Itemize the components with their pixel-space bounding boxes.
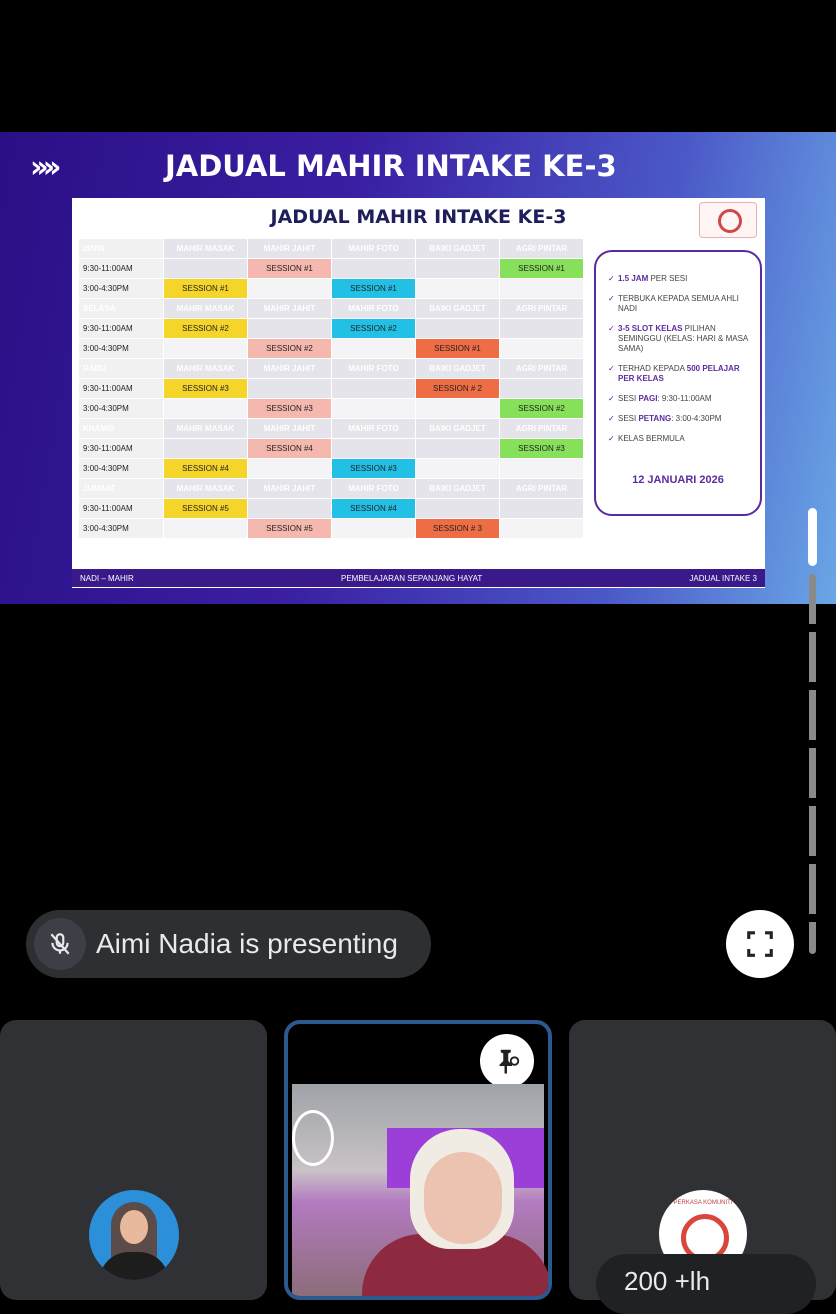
empty-cell bbox=[164, 339, 247, 358]
column-header: AGRI PINTAR bbox=[500, 419, 583, 438]
time-slot: 3:00-4:30PM bbox=[79, 399, 163, 418]
time-slot: 9:30-11:00AM bbox=[79, 319, 163, 338]
schedule-table bbox=[78, 238, 584, 539]
column-header: AGRI PINTAR bbox=[500, 359, 583, 378]
column-header: MAHIR JAHIT bbox=[248, 299, 331, 318]
empty-cell bbox=[416, 499, 499, 518]
column-header: MAHIR FOTO bbox=[332, 299, 415, 318]
shared-slide bbox=[0, 132, 836, 604]
day-header: ISNIN bbox=[79, 239, 163, 258]
sheet-title: JADUAL MAHIR INTAKE KE-3 bbox=[270, 206, 567, 228]
session-cell: SESSION # 2 bbox=[416, 379, 499, 398]
start-date: 12 JANUARI 2026 bbox=[632, 474, 724, 486]
empty-cell bbox=[416, 459, 499, 478]
info-item: ✓ SESI PETANG: 3:00-4:30PM bbox=[618, 414, 752, 424]
column-header: MAHIR MASAK bbox=[164, 359, 247, 378]
empty-cell bbox=[332, 519, 415, 538]
time-slot: 9:30-11:00AM bbox=[79, 439, 163, 458]
footer-right: JADUAL INTAKE 3 bbox=[689, 573, 757, 583]
column-header: AGRI PINTAR bbox=[500, 479, 583, 498]
session-cell: SESSION #3 bbox=[248, 399, 331, 418]
empty-cell bbox=[416, 259, 499, 278]
info-box bbox=[594, 250, 762, 516]
participant-tile-aimi[interactable] bbox=[0, 1020, 267, 1300]
column-header: AGRI PINTAR bbox=[500, 239, 583, 258]
info-item: ✓ 1.5 JAM PER SESI bbox=[618, 274, 752, 284]
empty-cell bbox=[416, 399, 499, 418]
session-cell: SESSION #1 bbox=[164, 279, 247, 298]
participant-count-chip[interactable] bbox=[596, 1254, 816, 1314]
info-item: ✓ SESI PAGI: 9:30-11:00AM bbox=[618, 394, 752, 404]
session-cell: SESSION #2 bbox=[164, 319, 247, 338]
session-cell: SESSION # 3 bbox=[416, 519, 499, 538]
empty-cell bbox=[500, 519, 583, 538]
column-header: MAHIR FOTO bbox=[332, 359, 415, 378]
time-slot: 3:00-4:30PM bbox=[79, 279, 163, 298]
time-slot: 9:30-11:00AM bbox=[79, 259, 163, 278]
empty-cell bbox=[500, 339, 583, 358]
column-header: MAHIR MASAK bbox=[164, 479, 247, 498]
info-item: ✓ TERBUKA KEPADA SEMUA AHLI NADI bbox=[618, 294, 752, 314]
avatar bbox=[89, 1190, 179, 1280]
mic-off-icon[interactable] bbox=[34, 918, 86, 970]
time-slot: 3:00-4:30PM bbox=[79, 459, 163, 478]
empty-cell bbox=[164, 399, 247, 418]
session-cell: SESSION #3 bbox=[500, 439, 583, 458]
session-cell: SESSION #4 bbox=[248, 439, 331, 458]
footer-left: NADI – MAHIR bbox=[80, 573, 134, 583]
empty-cell bbox=[500, 279, 583, 298]
empty-cell bbox=[248, 379, 331, 398]
time-slot: 9:30-11:00AM bbox=[79, 499, 163, 518]
empty-cell bbox=[416, 279, 499, 298]
participant-video bbox=[292, 1084, 544, 1300]
slide-footer bbox=[72, 569, 765, 587]
empty-cell bbox=[248, 319, 331, 338]
column-header: MAHIR FOTO bbox=[332, 419, 415, 438]
day-header: RABU bbox=[79, 359, 163, 378]
scrollbar-thumb[interactable] bbox=[808, 508, 817, 566]
empty-cell bbox=[332, 259, 415, 278]
empty-cell bbox=[248, 499, 331, 518]
column-header: MAHIR MASAK bbox=[164, 419, 247, 438]
session-cell: SESSION #3 bbox=[164, 379, 247, 398]
empty-cell bbox=[332, 399, 415, 418]
column-header: AGRI PINTAR bbox=[500, 299, 583, 318]
column-header: MAHIR JAHIT bbox=[248, 419, 331, 438]
time-slot: 3:00-4:30PM bbox=[79, 339, 163, 358]
participant-tile-video[interactable] bbox=[284, 1020, 552, 1300]
column-header: BAIKI GADJET bbox=[416, 299, 499, 318]
scrollbar-track[interactable] bbox=[809, 574, 816, 954]
column-header: MAHIR FOTO bbox=[332, 239, 415, 258]
empty-cell bbox=[500, 379, 583, 398]
session-cell: SESSION #1 bbox=[248, 259, 331, 278]
column-header: MAHIR JAHIT bbox=[248, 359, 331, 378]
session-cell: SESSION #1 bbox=[332, 279, 415, 298]
pin-icon[interactable] bbox=[480, 1034, 534, 1088]
participant-count: 200 +lh bbox=[624, 1266, 711, 1296]
fullscreen-icon[interactable] bbox=[726, 910, 794, 978]
column-header: BAIKI GADJET bbox=[416, 359, 499, 378]
session-cell: SESSION #4 bbox=[332, 499, 415, 518]
empty-cell bbox=[500, 499, 583, 518]
empty-cell bbox=[332, 339, 415, 358]
column-header: MAHIR MASAK bbox=[164, 299, 247, 318]
time-slot: 3:00-4:30PM bbox=[79, 519, 163, 538]
empty-cell bbox=[332, 439, 415, 458]
arrows-icon: ›››› bbox=[30, 150, 56, 185]
info-item: ✓ 3-5 SLOT KELAS PILIHAN SEMINGGU (KELAS: HARI & MASA SAMA) bbox=[618, 324, 752, 354]
empty-cell bbox=[500, 319, 583, 338]
schedule-sheet bbox=[72, 198, 765, 588]
column-header: MAHIR JAHIT bbox=[248, 479, 331, 498]
footer-center: PEMBELAJARAN SEPANJANG HAYAT bbox=[341, 573, 483, 583]
empty-cell bbox=[500, 459, 583, 478]
empty-cell bbox=[416, 439, 499, 458]
slide-banner-title: JADUAL MAHIR INTAKE KE-3 bbox=[165, 149, 617, 183]
day-header: JUMAAT bbox=[79, 479, 163, 498]
empty-cell bbox=[164, 259, 247, 278]
presenting-label: Aimi Nadia is presenting bbox=[96, 928, 398, 959]
ring-light bbox=[292, 1110, 334, 1166]
session-cell: SESSION #2 bbox=[248, 339, 331, 358]
session-cell: SESSION #4 bbox=[164, 459, 247, 478]
column-header: BAIKI GADJET bbox=[416, 419, 499, 438]
empty-cell bbox=[248, 459, 331, 478]
time-slot: 9:30-11:00AM bbox=[79, 379, 163, 398]
column-header: MAHIR FOTO bbox=[332, 479, 415, 498]
column-header: MAHIR MASAK bbox=[164, 239, 247, 258]
info-item: ✓ TERHAD KEPADA 500 PELAJAR PER KELAS bbox=[618, 364, 752, 384]
empty-cell bbox=[332, 379, 415, 398]
session-cell: SESSION #3 bbox=[332, 459, 415, 478]
empty-cell bbox=[164, 439, 247, 458]
session-cell: SESSION #1 bbox=[500, 259, 583, 278]
column-header: BAIKI GADJET bbox=[416, 479, 499, 498]
organization-logo-icon: PERKASA KOMUNITI bbox=[659, 1190, 747, 1278]
perkasa-logo-icon bbox=[699, 202, 757, 238]
empty-cell bbox=[416, 319, 499, 338]
day-header: KHAMIS bbox=[79, 419, 163, 438]
column-header: BAIKI GADJET bbox=[416, 239, 499, 258]
session-cell: SESSION #1 bbox=[416, 339, 499, 358]
session-cell: SESSION #5 bbox=[164, 499, 247, 518]
session-cell: SESSION #2 bbox=[332, 319, 415, 338]
presenting-chip[interactable] bbox=[26, 910, 431, 978]
empty-cell bbox=[248, 279, 331, 298]
day-header: SELASA bbox=[79, 299, 163, 318]
session-cell: SESSION #2 bbox=[500, 399, 583, 418]
info-item: ✓ KELAS BERMULA bbox=[618, 434, 752, 444]
session-cell: SESSION #5 bbox=[248, 519, 331, 538]
empty-cell bbox=[164, 519, 247, 538]
column-header: MAHIR JAHIT bbox=[248, 239, 331, 258]
